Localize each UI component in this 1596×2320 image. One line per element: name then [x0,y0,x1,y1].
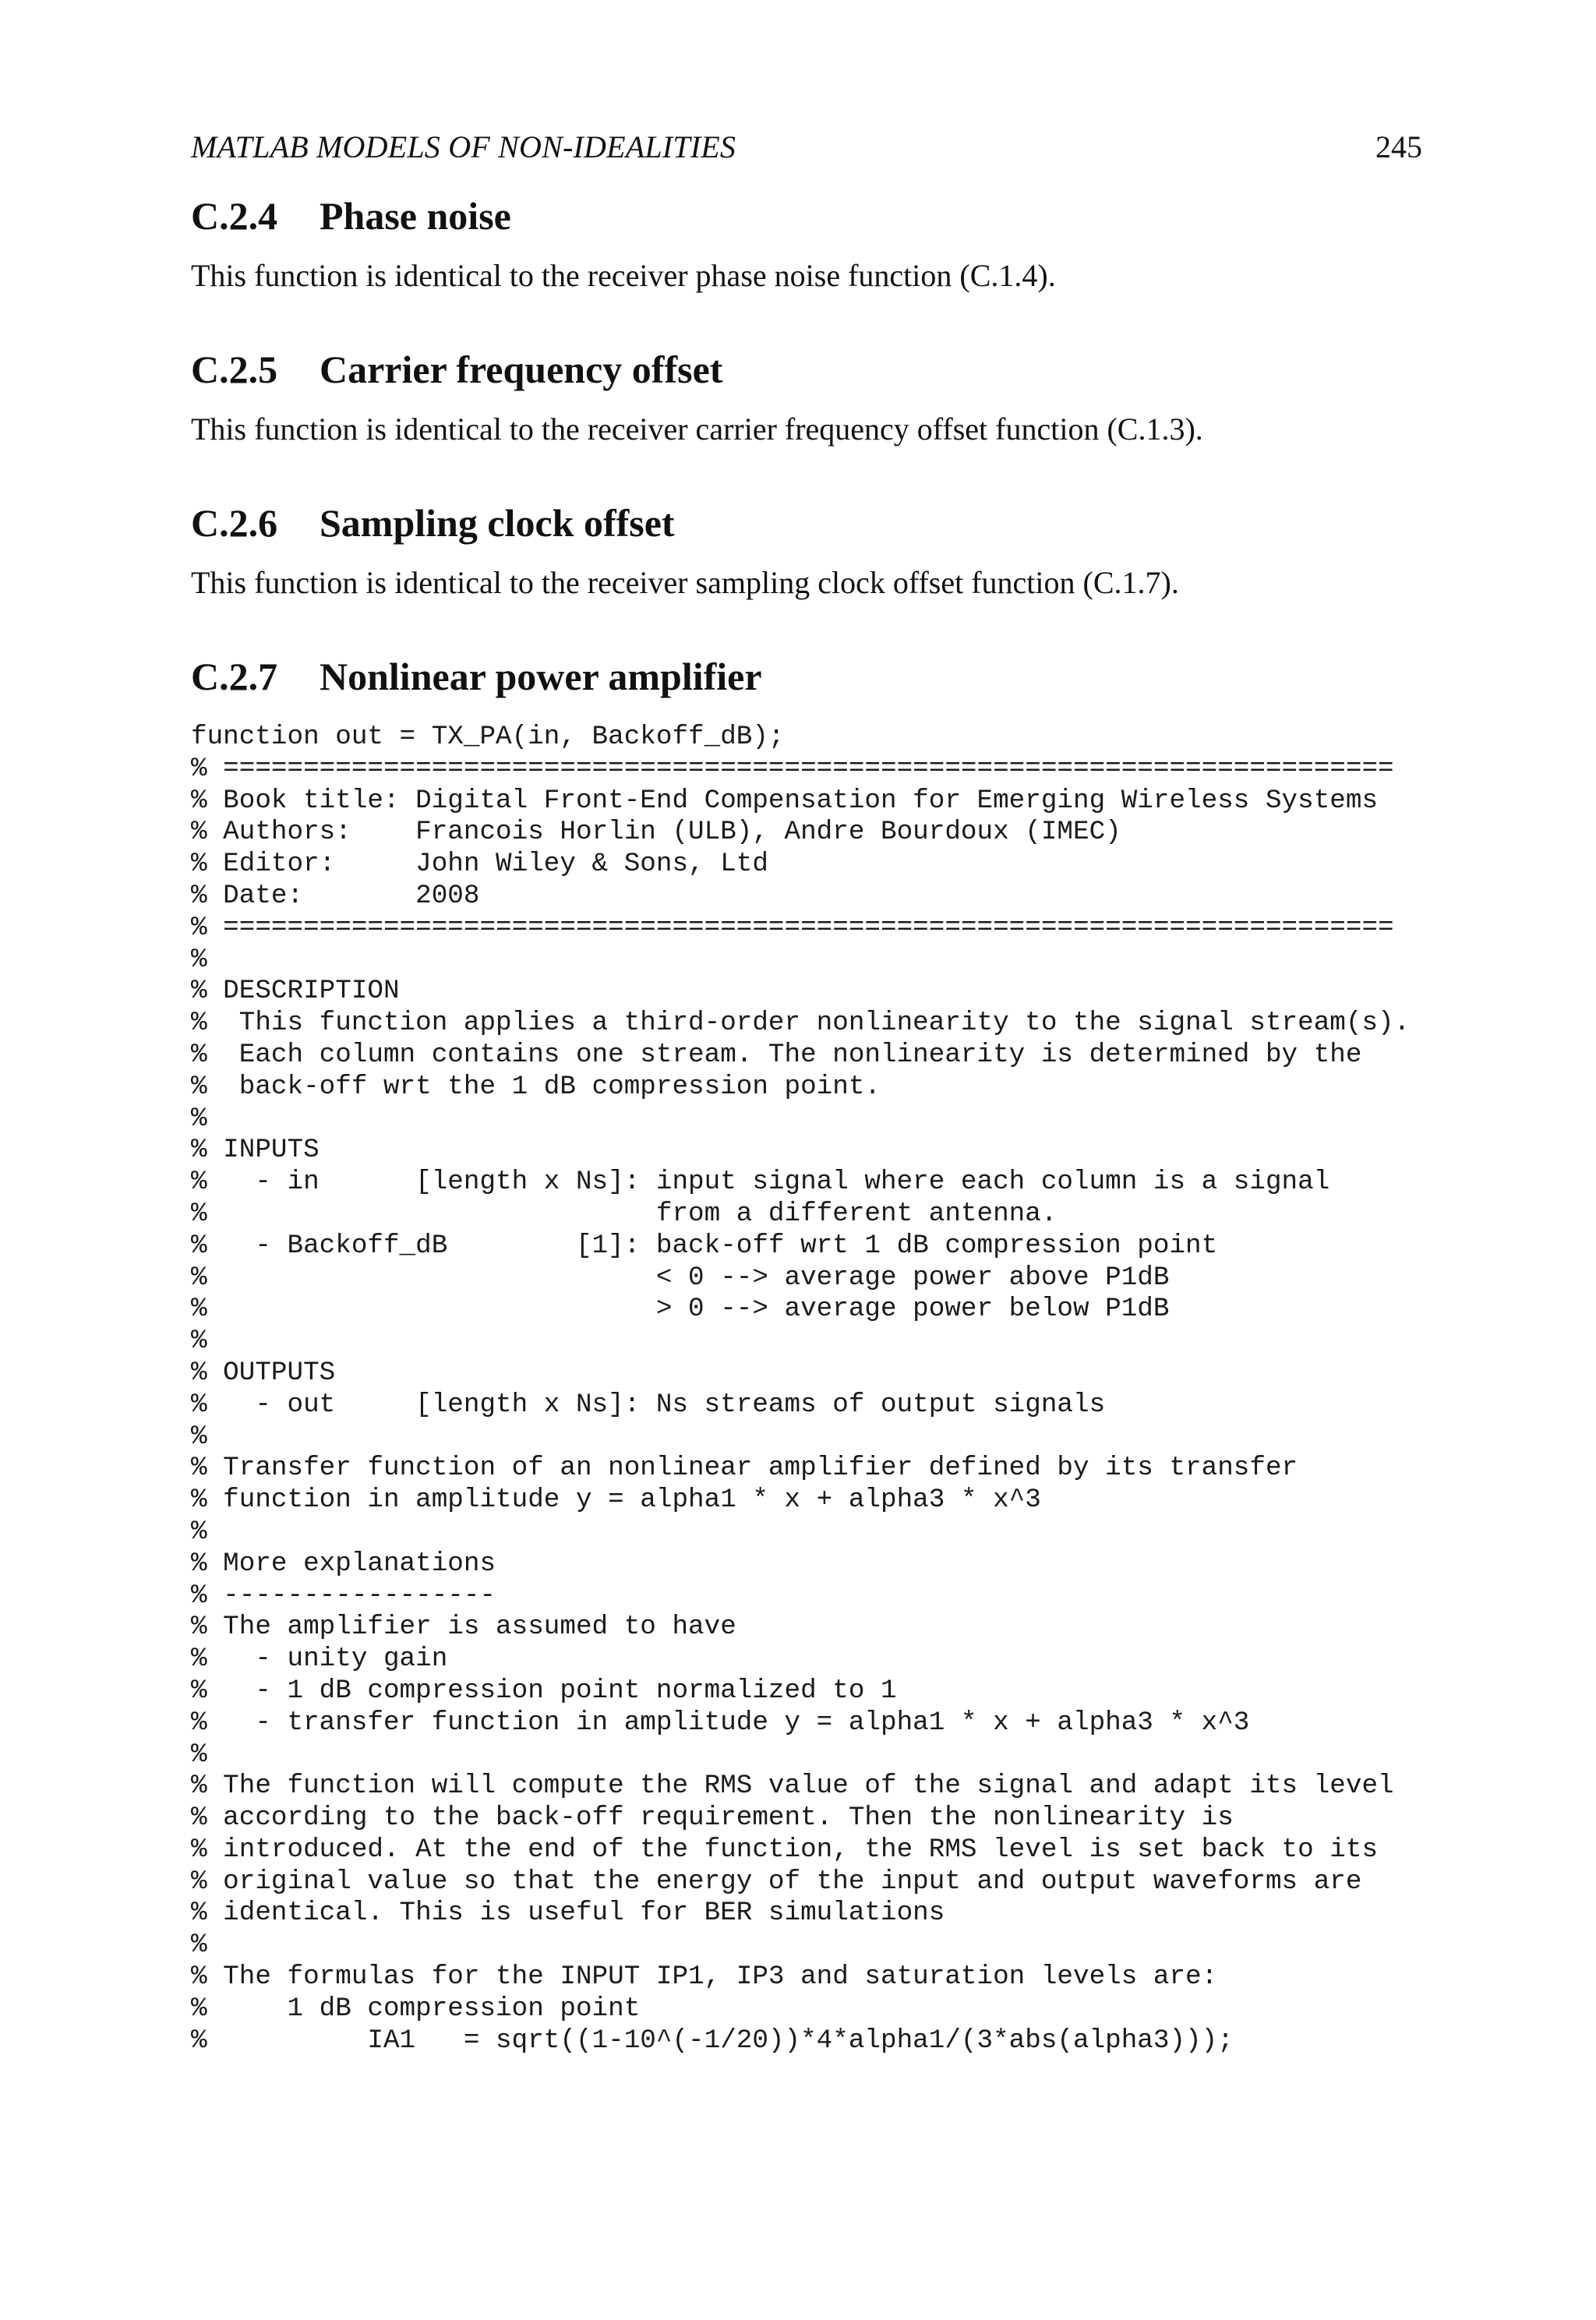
code-line: % OUTPUTS [191,1357,336,1388]
section-number: C.2.4 [191,194,278,238]
code-line: % [191,1326,207,1357]
code-line: % More explanations [191,1548,496,1579]
running-head [191,129,1422,175]
code-line: % < 0 --> average power above P1dB [191,1262,1170,1293]
section-phase-noise [191,192,1422,295]
section-title: Sampling clock offset [320,501,675,545]
code-line: % introduced. At the end of the function, the RMS level is set back to its [191,1834,1379,1865]
code-line: % This function applies a third-order nonlinearity to the signal stream(s). [191,1008,1411,1039]
code-line: % from a different antenna. [191,1198,1058,1229]
code-line: % The amplifier is assumed to have [191,1612,736,1643]
code-line: % Date: 2008 [191,880,480,911]
code-line: % > 0 --> average power below P1dB [191,1294,1170,1325]
code-line: % Editor: John Wiley & Sons, Ltd [191,849,768,880]
code-line: % [191,1103,207,1134]
section-heading [191,500,1422,546]
code-line: % - 1 dB compression point normalized to 1 [191,1675,897,1706]
code-line: % IA1 = sqrt((1-10^(-1/20))*4*alpha1/(3*abs(alpha3))); [191,2025,1234,2056]
code-line: % function in amplitude y = alpha1 * x + alpha3 * x^3 [191,1485,1041,1516]
section-title: Nonlinear power amplifier [320,655,762,698]
code-line: % 1 dB compression point [191,1993,641,2024]
running-title: MATLAB MODELS OF NON-IDEALITIES [191,129,736,164]
code-listing [191,722,1410,2057]
section-heading [191,346,1422,393]
code-line: % Book title: Digital Front-End Compensation for Emerging Wireless Systems [191,785,1379,816]
code-line: % [191,1421,207,1452]
section-number: C.2.6 [191,501,278,545]
section-heading [191,653,1422,700]
code-line: % [191,944,207,975]
section-carrier-frequency-offset [191,346,1422,449]
code-line: % Transfer function of an nonlinear amplifier defined by its transfer [191,1453,1298,1484]
code-line: % - out [length x Ns]: Ns streams of output signals [191,1389,1106,1420]
section-nonlinear-power-amplifier [191,653,1422,700]
section-title: Carrier frequency offset [320,348,723,391]
code-line: % The function will compute the RMS value of the signal and adapt its level [191,1771,1394,1802]
section-sampling-clock-offset [191,500,1422,602]
code-line: % - unity gain [191,1644,448,1675]
code-line: % The formulas for the INPUT IP1, IP3 and saturation levels are: [191,1962,1218,1993]
code-line: % identical. This is useful for BER simulations [191,1898,945,1929]
code-line: % Each column contains one stream. The nonlinearity is determined by the [191,1039,1362,1070]
section-title: Phase noise [320,194,511,238]
code-line: function out = TX_PA(in, Backoff_dB); [191,722,785,752]
code-line: % according to the back-off requirement. Then the nonlinearity is [191,1803,1234,1834]
code-line: % ========================================================================= [191,912,1394,943]
code-line: % DESCRIPTION [191,976,400,1007]
section-body: This function is identical to the receiver phase noise function (C.1.4). [191,258,1056,293]
code-line: % ----------------- [191,1580,496,1611]
section-heading [191,192,1422,239]
code-line: % Authors: Francois Horlin (ULB), Andre Bourdoux (IMEC) [191,817,1121,848]
section-body: This function is identical to the receiver carrier frequency offset function (C.1.3). [191,411,1203,447]
section-number: C.2.5 [191,348,278,391]
page-number: 245 [1375,129,1422,164]
code-line: % ========================================================================= [191,753,1394,784]
code-line: % original value so that the energy of the input and output waveforms are [191,1866,1362,1897]
code-line: % INPUTS [191,1135,320,1166]
code-line: % [191,1739,207,1770]
code-line: % - transfer function in amplitude y = alpha1 * x + alpha3 * x^3 [191,1707,1250,1738]
code-line: % back-off wrt the 1 dB compression point. [191,1071,881,1102]
code-line: % [191,1930,207,1961]
section-number: C.2.7 [191,655,278,698]
code-line: % - in [length x Ns]: input signal where each column is a signal [191,1167,1330,1198]
code-line: % - Backoff_dB [1]: back-off wrt 1 dB compression point [191,1230,1218,1261]
code-line: % [191,1516,207,1547]
section-body: This function is identical to the receiver sampling clock offset function (C.1.7). [191,565,1179,600]
